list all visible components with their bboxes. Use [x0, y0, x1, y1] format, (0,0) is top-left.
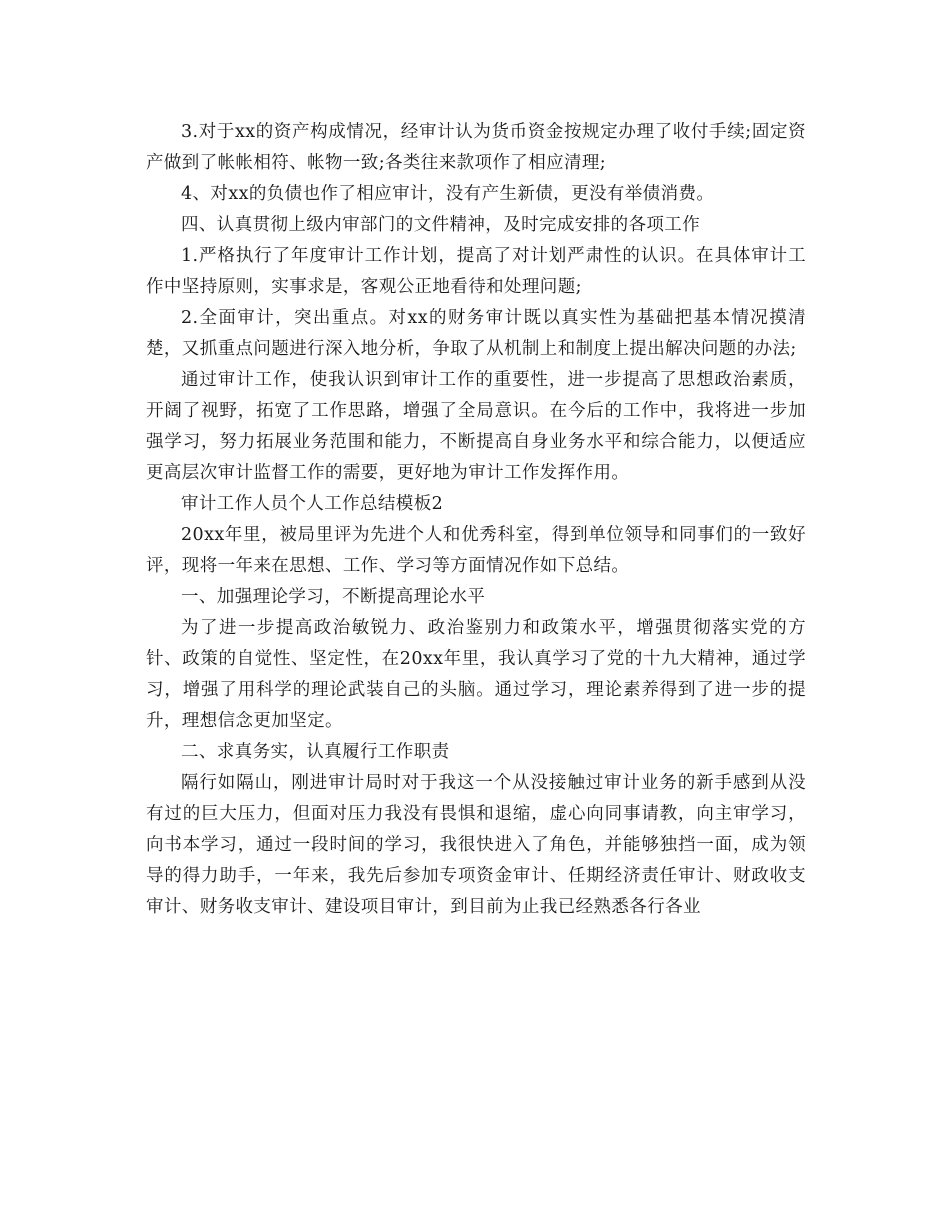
section-heading-four: 四、认真贯彻上级内审部门的文件精神，及时完成安排的各项工作: [181, 215, 701, 235]
paragraph-reflection: 通过审计工作，使我认识到审计工作的重要性，进一步提高了思想政治素质，开阔了视野，拓宽了工作思路，增强了全局意识。在今后的工作中，我将进一步加强学习，努力拓展业务范围和能力，不断提高自身业务水平和综合能力，以便适应更高层次审计监督工作的需要，更好地为审计工作发挥作用。: [146, 370, 806, 483]
section-heading-one: 一、加强理论学习，不断提高理论水平: [181, 587, 486, 607]
paragraph-intro: 20xx年里，被局里评为先进个人和优秀科室，得到单位领导和同事们的一致好评，现将一年来在思想、工作、学习等方面情况作如下总结。: [146, 525, 806, 576]
paragraph-asset-audit: 3.对于xx的资产构成情况，经审计认为货币资金按规定办理了收付手续;固定资产做到了帐帐相符、帐物一致;各类往来款项作了相应清理;: [146, 122, 806, 173]
paragraph-comprehensive-audit: 2.全面审计，突出重点。对xx的财务审计既以真实性为基础把基本情况摸清楚，又抓重点问题进行深入地分析，争取了从机制上和制度上提出解决问题的办法;: [146, 308, 806, 359]
paragraph-liability-audit: 4、对xx的负债也作了相应审计，没有产生新债，更没有举债消费。: [181, 184, 715, 204]
section-heading-two: 二、求真务实，认真履行工作职责: [181, 742, 450, 762]
paragraph-plan-execution: 1.严格执行了年度审计工作计划，提高了对计划严肃性的认识。在具体审计工作中坚持原则，实事求是，客观公正地看待和处理问题;: [146, 246, 806, 297]
document-page: [146, 117, 806, 923]
paragraph-duty-fulfillment: 隔行如隔山，刚进审计局时对于我这一个从没接触过审计业务的新手感到从没有过的巨大压力，但面对压力我没有畏惧和退缩，虚心向同事请教，向主审学习，向书本学习，通过一段时间的学习，我很快进入了角色，并能够独挡一面，成为领导的得力助手，一年来，我先后参加专项资金审计、任期经济责任审计、财政收支审计、财务收支审计、建设项目审计，到目前为止我已经熟悉各行各业: [146, 773, 806, 917]
template-title: 审计工作人员个人工作总结模板2: [181, 494, 444, 514]
paragraph-theory-study: 为了进一步提高政治敏锐力、政治鉴别力和政策水平，增强贯彻落实党的方针、政策的自觉性、坚定性，在20xx年里，我认真学习了党的十九大精神，通过学习，增强了用科学的理论武装自己的头脑。通过学习，理论素养得到了进一步的提升，理想信念更加坚定。: [146, 618, 806, 731]
